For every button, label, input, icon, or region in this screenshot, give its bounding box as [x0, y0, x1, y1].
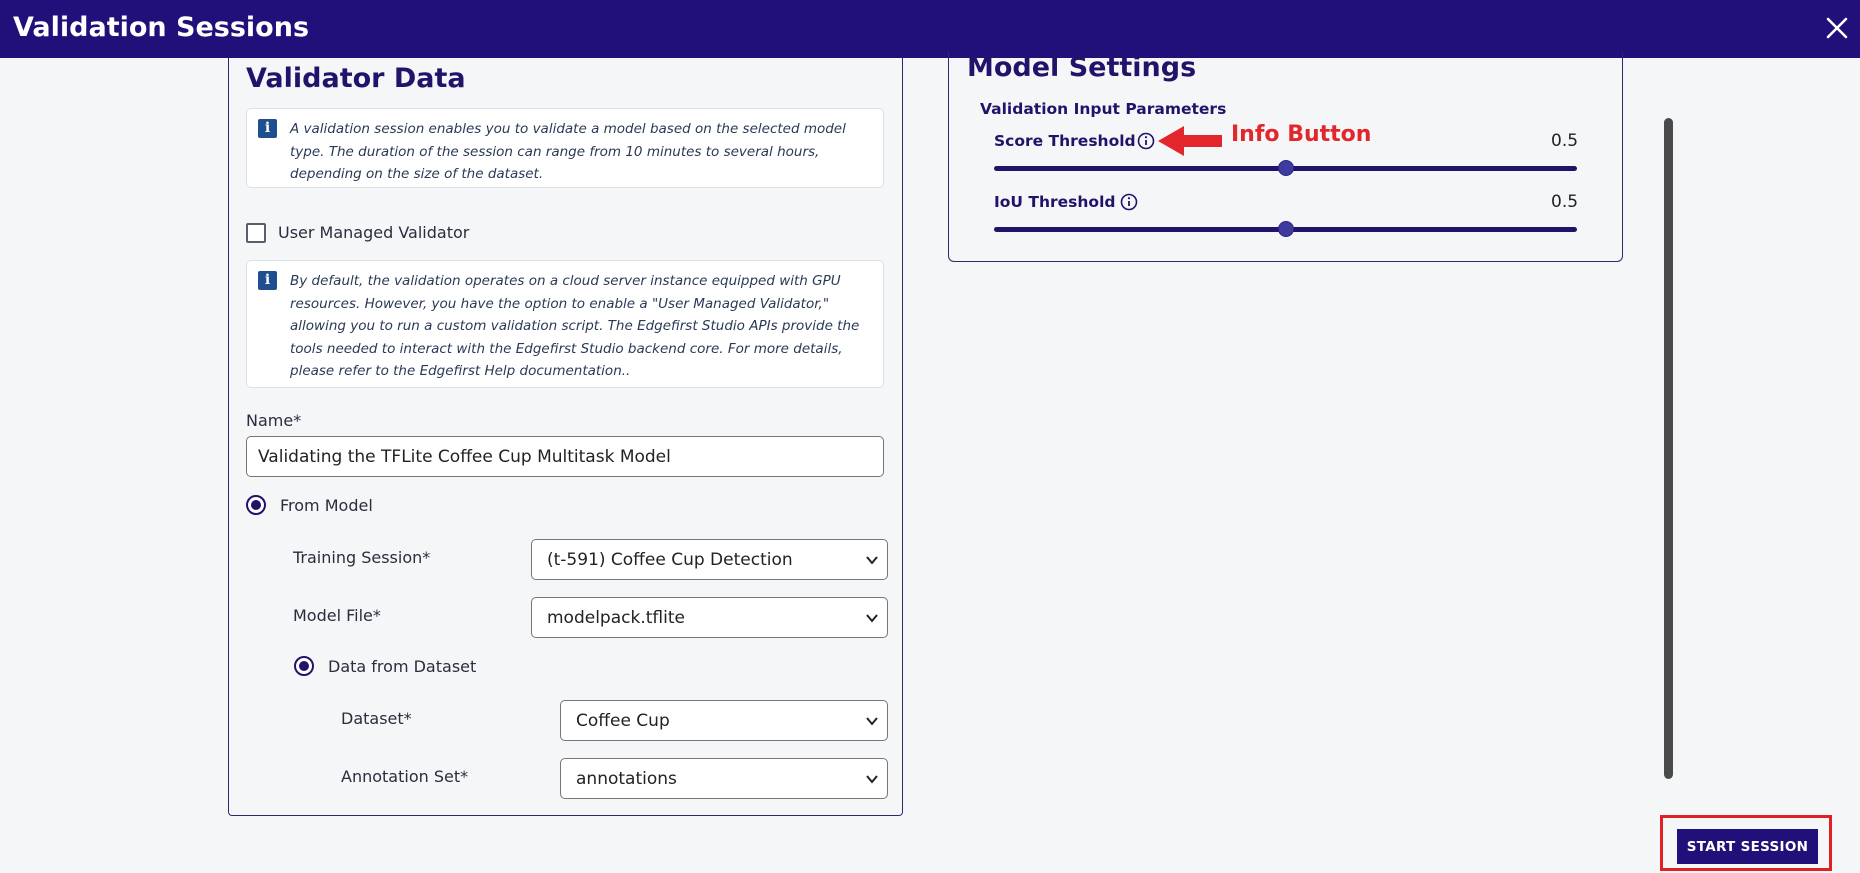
- user-managed-validator-checkbox[interactable]: [246, 223, 266, 243]
- training-session-select[interactable]: [531, 539, 888, 580]
- annotation-set-value: annotations: [576, 769, 677, 789]
- dataset-label: Dataset*: [341, 709, 412, 728]
- validation-info-box: [246, 108, 884, 188]
- info-circle-icon[interactable]: [1137, 132, 1155, 150]
- chevron-down-icon: [865, 773, 879, 785]
- model-file-select[interactable]: [531, 597, 888, 638]
- user-managed-info-box: [246, 260, 884, 388]
- chevron-down-icon: [865, 554, 879, 566]
- dataset-value: Coffee Cup: [576, 711, 670, 731]
- info-icon: i: [258, 271, 277, 290]
- user-managed-info-text: By default, the validation operates on a cloud server instance equipped with GPU resources. However, you have the option to enable a "User Managed Validator," allowing you to run a custom validation script. The Edgefirst Studio APIs provide the tools needed to interact with the Edgefirst Studio backend core. For more details, please refer to the Edgefirst Help documentation..: [290, 273, 860, 380]
- iou-threshold-value: 0.5: [1551, 192, 1579, 212]
- from-model-label: From Model: [280, 496, 373, 515]
- start-session-button[interactable]: START SESSION: [1677, 829, 1818, 864]
- annotation-set-select[interactable]: [560, 758, 888, 799]
- dialog-title: Validation Sessions: [13, 12, 310, 43]
- model-settings-title: Model Settings: [967, 52, 1197, 83]
- model-file-value: modelpack.tflite: [547, 608, 685, 628]
- info-button-annotation: Info Button: [1231, 122, 1372, 147]
- iou-threshold-slider-thumb[interactable]: [1278, 221, 1294, 237]
- name-label: Name*: [246, 411, 302, 430]
- chevron-down-icon: [865, 715, 879, 727]
- data-from-dataset-label: Data from Dataset: [328, 657, 477, 676]
- data-from-dataset-radio[interactable]: [294, 656, 314, 676]
- annotation-arrow-icon: [1158, 124, 1222, 158]
- dataset-select[interactable]: [560, 700, 888, 741]
- chevron-down-icon: [865, 612, 879, 624]
- info-circle-icon[interactable]: [1120, 193, 1138, 211]
- model-file-label: Model File*: [293, 606, 381, 625]
- iou-threshold-label: IoU Threshold: [994, 193, 1116, 211]
- score-threshold-value: 0.5: [1551, 131, 1579, 151]
- annotation-set-label: Annotation Set*: [341, 767, 469, 786]
- info-icon: i: [258, 119, 277, 138]
- training-session-label: Training Session*: [293, 548, 431, 567]
- validator-data-title: Validator Data: [246, 63, 466, 94]
- name-input[interactable]: [246, 436, 884, 477]
- scrollbar[interactable]: [1664, 118, 1673, 779]
- validation-info-text: A validation session enables you to validate a model based on the selected model type. The duration of the session can range from 10 minutes to several hours, depending on the size of the dataset.: [290, 121, 846, 183]
- from-model-radio[interactable]: [246, 495, 266, 515]
- validation-input-parameters-title: Validation Input Parameters: [980, 100, 1227, 118]
- training-session-value: (t-591) Coffee Cup Detection: [547, 550, 793, 570]
- close-icon[interactable]: [1822, 13, 1852, 43]
- score-threshold-label: Score Threshold: [994, 132, 1136, 150]
- user-managed-validator-label: User Managed Validator: [278, 223, 470, 242]
- score-threshold-slider-thumb[interactable]: [1278, 160, 1294, 176]
- dialog-header: [0, 0, 1860, 58]
